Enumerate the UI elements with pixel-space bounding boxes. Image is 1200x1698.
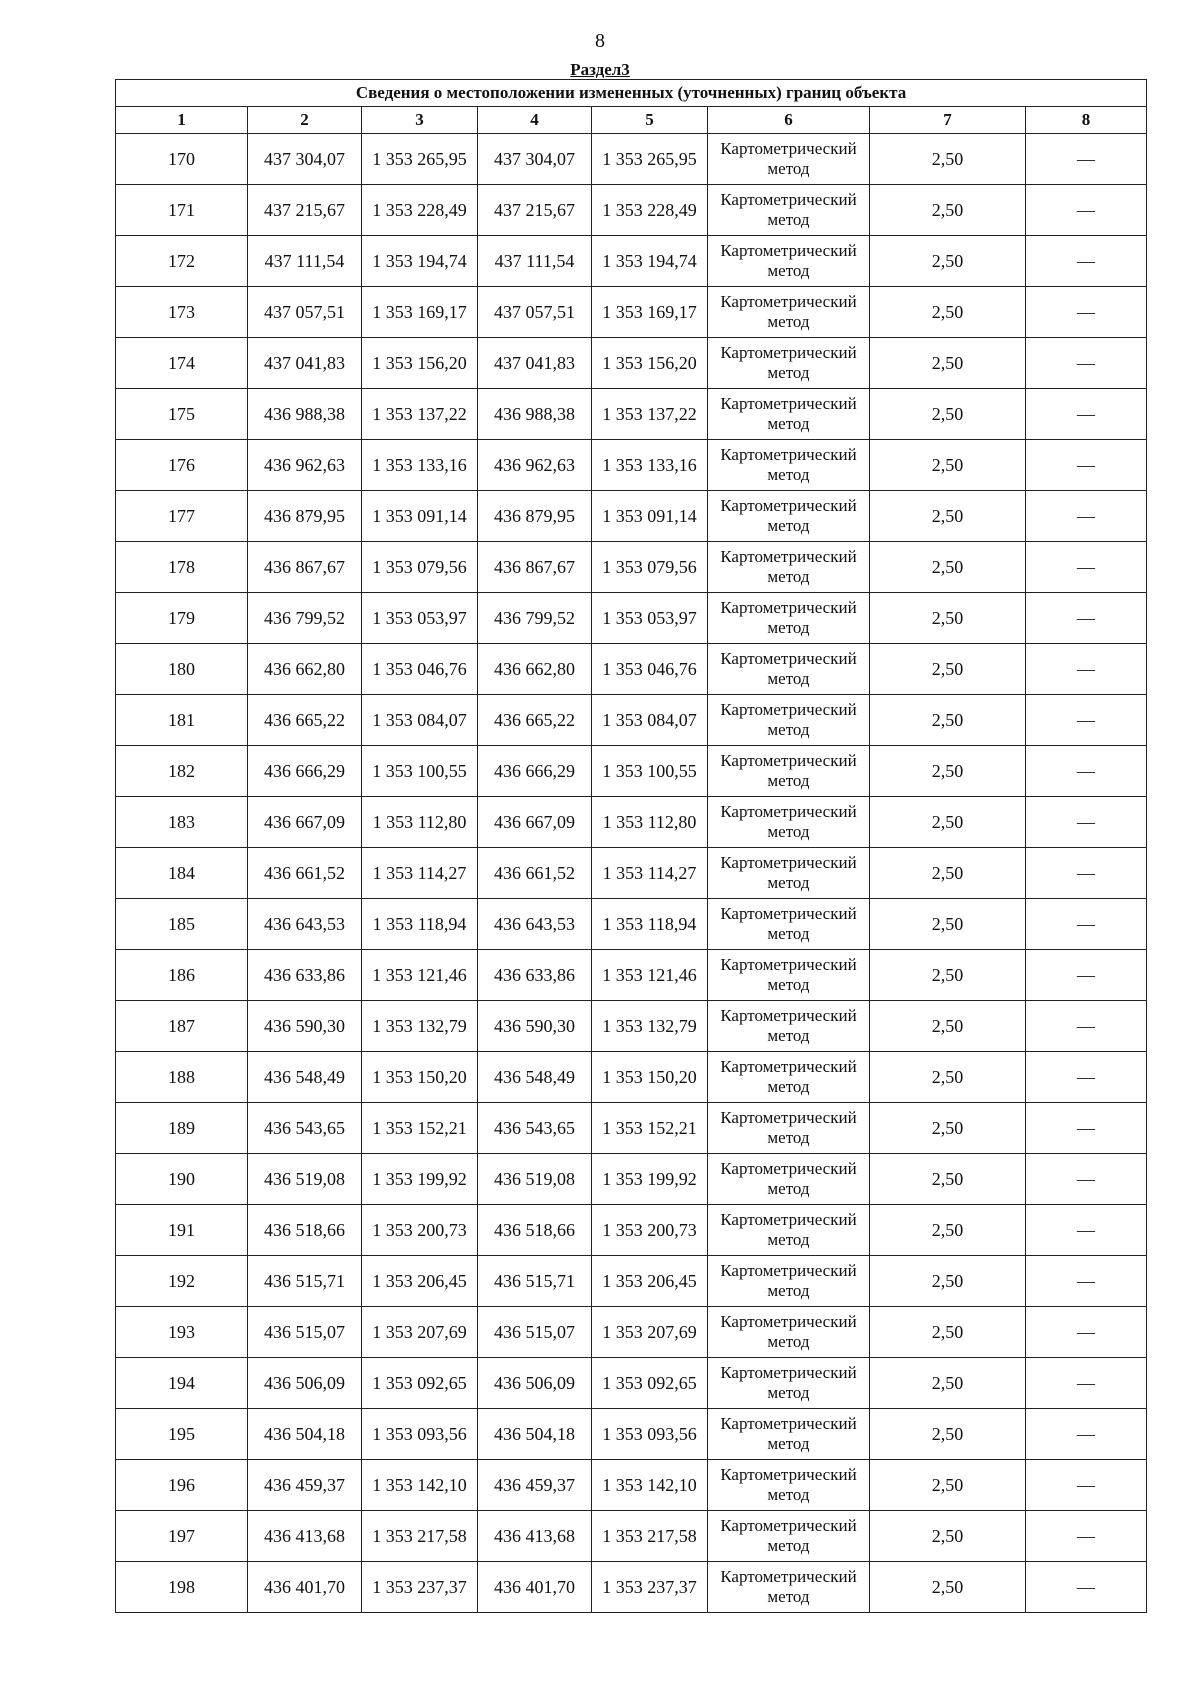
accuracy-cell: 2,50 — [870, 1001, 1026, 1052]
y-coordinate-existing-cell: 1 353 121,46 — [362, 950, 478, 1001]
table-caption: Сведения о местоположении измененных (уточненных) границ объекта — [116, 80, 1147, 107]
description-cell: — — [1026, 542, 1147, 593]
table-row — [116, 491, 1147, 542]
y-coordinate-updated-cell: 1 353 092,65 — [592, 1358, 708, 1409]
point-number-cell: 183 — [116, 797, 248, 848]
table-row — [116, 899, 1147, 950]
description-cell: — — [1026, 1103, 1147, 1154]
x-coordinate-existing-cell: 436 590,30 — [248, 1001, 362, 1052]
point-number-cell: 197 — [116, 1511, 248, 1562]
description-cell: — — [1026, 1001, 1147, 1052]
description-cell: — — [1026, 950, 1147, 1001]
table-row — [116, 1001, 1147, 1052]
table-row — [116, 644, 1147, 695]
x-coordinate-existing-cell: 436 548,49 — [248, 1052, 362, 1103]
x-coordinate-existing-cell: 436 515,71 — [248, 1256, 362, 1307]
table-row — [116, 1562, 1147, 1613]
method-cell: Картометрический метод — [708, 1460, 870, 1511]
method-cell: Картометрический метод — [708, 134, 870, 185]
accuracy-cell: 2,50 — [870, 1256, 1026, 1307]
y-coordinate-existing-cell: 1 353 228,49 — [362, 185, 478, 236]
x-coordinate-updated-cell: 436 988,38 — [478, 389, 592, 440]
method-cell: Картометрический метод — [708, 1409, 870, 1460]
description-cell: — — [1026, 1154, 1147, 1205]
x-coordinate-existing-cell: 437 041,83 — [248, 338, 362, 389]
y-coordinate-updated-cell: 1 353 156,20 — [592, 338, 708, 389]
y-coordinate-existing-cell: 1 353 207,69 — [362, 1307, 478, 1358]
y-coordinate-updated-cell: 1 353 079,56 — [592, 542, 708, 593]
accuracy-cell: 2,50 — [870, 1460, 1026, 1511]
x-coordinate-existing-cell: 436 459,37 — [248, 1460, 362, 1511]
y-coordinate-existing-cell: 1 353 265,95 — [362, 134, 478, 185]
description-cell: — — [1026, 134, 1147, 185]
table-row — [116, 134, 1147, 185]
y-coordinate-updated-cell: 1 353 206,45 — [592, 1256, 708, 1307]
method-cell: Картометрический метод — [708, 542, 870, 593]
accuracy-cell: 2,50 — [870, 1511, 1026, 1562]
x-coordinate-updated-cell: 436 543,65 — [478, 1103, 592, 1154]
y-coordinate-existing-cell: 1 353 152,21 — [362, 1103, 478, 1154]
table-row — [116, 848, 1147, 899]
point-number-cell: 175 — [116, 389, 248, 440]
x-coordinate-updated-cell: 436 799,52 — [478, 593, 592, 644]
method-cell: Картометрический метод — [708, 440, 870, 491]
y-coordinate-updated-cell: 1 353 199,92 — [592, 1154, 708, 1205]
point-number-cell: 176 — [116, 440, 248, 491]
y-coordinate-updated-cell: 1 353 121,46 — [592, 950, 708, 1001]
table-row — [116, 1256, 1147, 1307]
x-coordinate-updated-cell: 437 215,67 — [478, 185, 592, 236]
column-header-row — [116, 107, 1147, 134]
point-number-cell: 190 — [116, 1154, 248, 1205]
x-coordinate-existing-cell: 436 962,63 — [248, 440, 362, 491]
x-coordinate-existing-cell: 436 543,65 — [248, 1103, 362, 1154]
y-coordinate-updated-cell: 1 353 093,56 — [592, 1409, 708, 1460]
table-row — [116, 287, 1147, 338]
accuracy-cell: 2,50 — [870, 848, 1026, 899]
x-coordinate-updated-cell: 436 504,18 — [478, 1409, 592, 1460]
y-coordinate-updated-cell: 1 353 265,95 — [592, 134, 708, 185]
description-cell: — — [1026, 389, 1147, 440]
table-row — [116, 1103, 1147, 1154]
x-coordinate-existing-cell: 436 401,70 — [248, 1562, 362, 1613]
y-coordinate-existing-cell: 1 353 237,37 — [362, 1562, 478, 1613]
table-row — [116, 185, 1147, 236]
accuracy-cell: 2,50 — [870, 1052, 1026, 1103]
point-number-cell: 188 — [116, 1052, 248, 1103]
y-coordinate-existing-cell: 1 353 142,10 — [362, 1460, 478, 1511]
x-coordinate-updated-cell: 436 666,29 — [478, 746, 592, 797]
accuracy-cell: 2,50 — [870, 1409, 1026, 1460]
x-coordinate-updated-cell: 436 506,09 — [478, 1358, 592, 1409]
table-row — [116, 797, 1147, 848]
x-coordinate-existing-cell: 437 215,67 — [248, 185, 362, 236]
y-coordinate-updated-cell: 1 353 237,37 — [592, 1562, 708, 1613]
table-row — [116, 1154, 1147, 1205]
point-number-cell: 198 — [116, 1562, 248, 1613]
y-coordinate-updated-cell: 1 353 207,69 — [592, 1307, 708, 1358]
y-coordinate-updated-cell: 1 353 112,80 — [592, 797, 708, 848]
y-coordinate-existing-cell: 1 353 112,80 — [362, 797, 478, 848]
accuracy-cell: 2,50 — [870, 746, 1026, 797]
description-cell: — — [1026, 1307, 1147, 1358]
point-number-cell: 192 — [116, 1256, 248, 1307]
description-cell: — — [1026, 899, 1147, 950]
y-coordinate-updated-cell: 1 353 152,21 — [592, 1103, 708, 1154]
x-coordinate-updated-cell: 436 665,22 — [478, 695, 592, 746]
x-coordinate-updated-cell: 437 304,07 — [478, 134, 592, 185]
x-coordinate-existing-cell: 436 506,09 — [248, 1358, 362, 1409]
description-cell: — — [1026, 287, 1147, 338]
x-coordinate-existing-cell: 436 504,18 — [248, 1409, 362, 1460]
table-row — [116, 1511, 1147, 1562]
y-coordinate-existing-cell: 1 353 199,92 — [362, 1154, 478, 1205]
table-row — [116, 593, 1147, 644]
x-coordinate-updated-cell: 437 057,51 — [478, 287, 592, 338]
column-header-6: 6 — [708, 107, 870, 134]
accuracy-cell: 2,50 — [870, 593, 1026, 644]
point-number-cell: 177 — [116, 491, 248, 542]
accuracy-cell: 2,50 — [870, 797, 1026, 848]
accuracy-cell: 2,50 — [870, 491, 1026, 542]
x-coordinate-existing-cell: 436 988,38 — [248, 389, 362, 440]
column-header-4: 4 — [478, 107, 592, 134]
y-coordinate-updated-cell: 1 353 200,73 — [592, 1205, 708, 1256]
method-cell: Картометрический метод — [708, 1001, 870, 1052]
accuracy-cell: 2,50 — [870, 236, 1026, 287]
y-coordinate-existing-cell: 1 353 093,56 — [362, 1409, 478, 1460]
y-coordinate-updated-cell: 1 353 118,94 — [592, 899, 708, 950]
y-coordinate-existing-cell: 1 353 200,73 — [362, 1205, 478, 1256]
y-coordinate-updated-cell: 1 353 142,10 — [592, 1460, 708, 1511]
point-number-cell: 184 — [116, 848, 248, 899]
y-coordinate-existing-cell: 1 353 137,22 — [362, 389, 478, 440]
y-coordinate-updated-cell: 1 353 114,27 — [592, 848, 708, 899]
y-coordinate-existing-cell: 1 353 194,74 — [362, 236, 478, 287]
point-number-cell: 171 — [116, 185, 248, 236]
x-coordinate-existing-cell: 436 518,66 — [248, 1205, 362, 1256]
x-coordinate-updated-cell: 436 590,30 — [478, 1001, 592, 1052]
point-number-cell: 195 — [116, 1409, 248, 1460]
column-header-7: 7 — [870, 107, 1026, 134]
x-coordinate-existing-cell: 436 662,80 — [248, 644, 362, 695]
method-cell: Картометрический метод — [708, 236, 870, 287]
section-title: Раздел3 — [570, 60, 630, 79]
y-coordinate-updated-cell: 1 353 133,16 — [592, 440, 708, 491]
y-coordinate-existing-cell: 1 353 217,58 — [362, 1511, 478, 1562]
y-coordinate-updated-cell: 1 353 091,14 — [592, 491, 708, 542]
x-coordinate-updated-cell: 436 413,68 — [478, 1511, 592, 1562]
y-coordinate-existing-cell: 1 353 156,20 — [362, 338, 478, 389]
method-cell: Картометрический метод — [708, 287, 870, 338]
x-coordinate-updated-cell: 436 401,70 — [478, 1562, 592, 1613]
column-header-3: 3 — [362, 107, 478, 134]
column-header-2: 2 — [248, 107, 362, 134]
description-cell: — — [1026, 848, 1147, 899]
accuracy-cell: 2,50 — [870, 1205, 1026, 1256]
description-cell: — — [1026, 1511, 1147, 1562]
description-cell: — — [1026, 185, 1147, 236]
method-cell: Картометрический метод — [708, 389, 870, 440]
method-cell: Картометрический метод — [708, 593, 870, 644]
column-header-1: 1 — [116, 107, 248, 134]
y-coordinate-existing-cell: 1 353 091,14 — [362, 491, 478, 542]
x-coordinate-updated-cell: 436 518,66 — [478, 1205, 592, 1256]
table-row — [116, 1460, 1147, 1511]
y-coordinate-updated-cell: 1 353 100,55 — [592, 746, 708, 797]
x-coordinate-existing-cell: 436 667,09 — [248, 797, 362, 848]
y-coordinate-existing-cell: 1 353 133,16 — [362, 440, 478, 491]
x-coordinate-existing-cell: 436 633,86 — [248, 950, 362, 1001]
accuracy-cell: 2,50 — [870, 899, 1026, 950]
point-number-cell: 194 — [116, 1358, 248, 1409]
accuracy-cell: 2,50 — [870, 287, 1026, 338]
accuracy-cell: 2,50 — [870, 389, 1026, 440]
table-row — [116, 440, 1147, 491]
column-header-5: 5 — [592, 107, 708, 134]
x-coordinate-existing-cell: 436 519,08 — [248, 1154, 362, 1205]
method-cell: Картометрический метод — [708, 797, 870, 848]
column-header-8: 8 — [1026, 107, 1147, 134]
method-cell: Картометрический метод — [708, 746, 870, 797]
x-coordinate-updated-cell: 436 515,07 — [478, 1307, 592, 1358]
point-number-cell: 172 — [116, 236, 248, 287]
accuracy-cell: 2,50 — [870, 542, 1026, 593]
point-number-cell: 182 — [116, 746, 248, 797]
y-coordinate-updated-cell: 1 353 194,74 — [592, 236, 708, 287]
table-row — [116, 1052, 1147, 1103]
description-cell: — — [1026, 1052, 1147, 1103]
point-number-cell: 179 — [116, 593, 248, 644]
description-cell: — — [1026, 338, 1147, 389]
point-number-cell: 185 — [116, 899, 248, 950]
description-cell: — — [1026, 1205, 1147, 1256]
x-coordinate-updated-cell: 436 633,86 — [478, 950, 592, 1001]
accuracy-cell: 2,50 — [870, 950, 1026, 1001]
y-coordinate-existing-cell: 1 353 132,79 — [362, 1001, 478, 1052]
description-cell: — — [1026, 440, 1147, 491]
page-number: 8 — [595, 30, 605, 52]
point-number-cell: 174 — [116, 338, 248, 389]
point-number-cell: 191 — [116, 1205, 248, 1256]
accuracy-cell: 2,50 — [870, 1154, 1026, 1205]
accuracy-cell: 2,50 — [870, 1307, 1026, 1358]
x-coordinate-updated-cell: 436 667,09 — [478, 797, 592, 848]
y-coordinate-updated-cell: 1 353 132,79 — [592, 1001, 708, 1052]
table-row — [116, 1205, 1147, 1256]
description-cell: — — [1026, 491, 1147, 542]
method-cell: Картометрический метод — [708, 1205, 870, 1256]
description-cell: — — [1026, 1562, 1147, 1613]
description-cell: — — [1026, 797, 1147, 848]
x-coordinate-existing-cell: 437 057,51 — [248, 287, 362, 338]
x-coordinate-existing-cell: 436 661,52 — [248, 848, 362, 899]
description-cell: — — [1026, 644, 1147, 695]
x-coordinate-updated-cell: 436 962,63 — [478, 440, 592, 491]
point-number-cell: 196 — [116, 1460, 248, 1511]
x-coordinate-updated-cell: 437 111,54 — [478, 236, 592, 287]
x-coordinate-existing-cell: 437 304,07 — [248, 134, 362, 185]
x-coordinate-existing-cell: 436 879,95 — [248, 491, 362, 542]
x-coordinate-updated-cell: 436 879,95 — [478, 491, 592, 542]
table-row — [116, 950, 1147, 1001]
y-coordinate-updated-cell: 1 353 150,20 — [592, 1052, 708, 1103]
method-cell: Картометрический метод — [708, 338, 870, 389]
boundary-coordinates-table — [115, 79, 1147, 1613]
description-cell: — — [1026, 746, 1147, 797]
x-coordinate-existing-cell: 436 666,29 — [248, 746, 362, 797]
y-coordinate-updated-cell: 1 353 084,07 — [592, 695, 708, 746]
point-number-cell: 170 — [116, 134, 248, 185]
accuracy-cell: 2,50 — [870, 440, 1026, 491]
y-coordinate-existing-cell: 1 353 046,76 — [362, 644, 478, 695]
accuracy-cell: 2,50 — [870, 185, 1026, 236]
y-coordinate-updated-cell: 1 353 046,76 — [592, 644, 708, 695]
table-row — [116, 1409, 1147, 1460]
y-coordinate-existing-cell: 1 353 206,45 — [362, 1256, 478, 1307]
x-coordinate-existing-cell: 436 413,68 — [248, 1511, 362, 1562]
accuracy-cell: 2,50 — [870, 1562, 1026, 1613]
point-number-cell: 180 — [116, 644, 248, 695]
method-cell: Картометрический метод — [708, 1358, 870, 1409]
x-coordinate-updated-cell: 437 041,83 — [478, 338, 592, 389]
point-number-cell: 189 — [116, 1103, 248, 1154]
y-coordinate-updated-cell: 1 353 217,58 — [592, 1511, 708, 1562]
table-row — [116, 1358, 1147, 1409]
x-coordinate-updated-cell: 436 662,80 — [478, 644, 592, 695]
method-cell: Картометрический метод — [708, 950, 870, 1001]
x-coordinate-updated-cell: 436 459,37 — [478, 1460, 592, 1511]
x-coordinate-existing-cell: 436 515,07 — [248, 1307, 362, 1358]
method-cell: Картометрический метод — [708, 491, 870, 542]
y-coordinate-updated-cell: 1 353 169,17 — [592, 287, 708, 338]
x-coordinate-existing-cell: 436 643,53 — [248, 899, 362, 950]
y-coordinate-existing-cell: 1 353 084,07 — [362, 695, 478, 746]
method-cell: Картометрический метод — [708, 1103, 870, 1154]
table-row — [116, 542, 1147, 593]
description-cell: — — [1026, 236, 1147, 287]
x-coordinate-updated-cell: 436 519,08 — [478, 1154, 592, 1205]
x-coordinate-existing-cell: 436 665,22 — [248, 695, 362, 746]
point-number-cell: 187 — [116, 1001, 248, 1052]
x-coordinate-updated-cell: 436 515,71 — [478, 1256, 592, 1307]
point-number-cell: 193 — [116, 1307, 248, 1358]
method-cell: Картометрический метод — [708, 1307, 870, 1358]
description-cell: — — [1026, 1358, 1147, 1409]
x-coordinate-updated-cell: 436 643,53 — [478, 899, 592, 950]
x-coordinate-existing-cell: 437 111,54 — [248, 236, 362, 287]
y-coordinate-updated-cell: 1 353 053,97 — [592, 593, 708, 644]
y-coordinate-existing-cell: 1 353 079,56 — [362, 542, 478, 593]
method-cell: Картометрический метод — [708, 899, 870, 950]
method-cell: Картометрический метод — [708, 1154, 870, 1205]
table-row — [116, 236, 1147, 287]
table-row — [116, 338, 1147, 389]
x-coordinate-updated-cell: 436 548,49 — [478, 1052, 592, 1103]
accuracy-cell: 2,50 — [870, 1358, 1026, 1409]
description-cell: — — [1026, 593, 1147, 644]
point-number-cell: 173 — [116, 287, 248, 338]
table-body — [116, 134, 1147, 1613]
accuracy-cell: 2,50 — [870, 338, 1026, 389]
method-cell: Картометрический метод — [708, 848, 870, 899]
table-row — [116, 695, 1147, 746]
method-cell: Картометрический метод — [708, 695, 870, 746]
description-cell: — — [1026, 1256, 1147, 1307]
x-coordinate-existing-cell: 436 867,67 — [248, 542, 362, 593]
x-coordinate-updated-cell: 436 661,52 — [478, 848, 592, 899]
y-coordinate-existing-cell: 1 353 150,20 — [362, 1052, 478, 1103]
point-number-cell: 181 — [116, 695, 248, 746]
description-cell: — — [1026, 1460, 1147, 1511]
accuracy-cell: 2,50 — [870, 134, 1026, 185]
method-cell: Картометрический метод — [708, 1256, 870, 1307]
description-cell: — — [1026, 1409, 1147, 1460]
description-cell: — — [1026, 695, 1147, 746]
y-coordinate-existing-cell: 1 353 053,97 — [362, 593, 478, 644]
y-coordinate-updated-cell: 1 353 228,49 — [592, 185, 708, 236]
method-cell: Картометрический метод — [708, 1052, 870, 1103]
x-coordinate-updated-cell: 436 867,67 — [478, 542, 592, 593]
y-coordinate-existing-cell: 1 353 118,94 — [362, 899, 478, 950]
point-number-cell: 186 — [116, 950, 248, 1001]
table-row — [116, 746, 1147, 797]
method-cell: Картометрический метод — [708, 644, 870, 695]
method-cell: Картометрический метод — [708, 1511, 870, 1562]
table-row — [116, 389, 1147, 440]
y-coordinate-updated-cell: 1 353 137,22 — [592, 389, 708, 440]
x-coordinate-existing-cell: 436 799,52 — [248, 593, 362, 644]
y-coordinate-existing-cell: 1 353 100,55 — [362, 746, 478, 797]
point-number-cell: 178 — [116, 542, 248, 593]
y-coordinate-existing-cell: 1 353 092,65 — [362, 1358, 478, 1409]
table-row — [116, 1307, 1147, 1358]
accuracy-cell: 2,50 — [870, 644, 1026, 695]
y-coordinate-existing-cell: 1 353 169,17 — [362, 287, 478, 338]
accuracy-cell: 2,50 — [870, 695, 1026, 746]
y-coordinate-existing-cell: 1 353 114,27 — [362, 848, 478, 899]
accuracy-cell: 2,50 — [870, 1103, 1026, 1154]
method-cell: Картометрический метод — [708, 185, 870, 236]
method-cell: Картометрический метод — [708, 1562, 870, 1613]
